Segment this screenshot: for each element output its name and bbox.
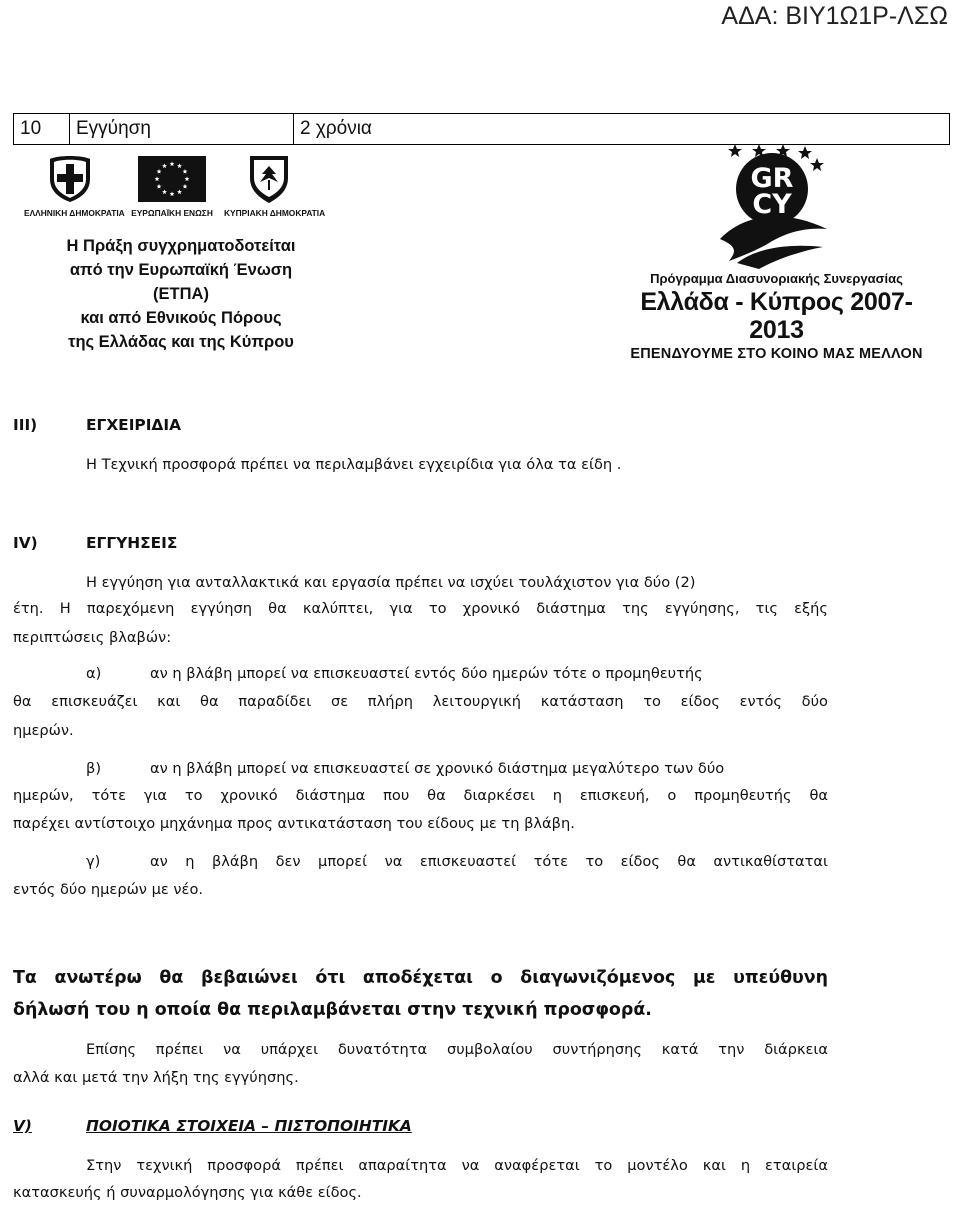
case-a-line: αν η βλάβη μπορεί να επισκευαστεί εντός δύο ημερών τότε ο προμηθευτής (150, 665, 703, 682)
grcy-cy-text: CY (752, 189, 792, 220)
section5-line: κατασκευής ή συναρμολόγησης για κάθε είδος. (13, 1184, 362, 1201)
section4-title: ΕΓΓΥΗΣΕΙΣ (86, 534, 178, 552)
section3-text: Η Τεχνική προσφορά πρέπει να περιλαμβάνει εγχειρίδια για όλα τα είδη . (86, 456, 622, 473)
ada-code: ΑΔΑ: ΒΙΥ1Ω1Ρ-ΛΣΩ (721, 2, 948, 30)
header-item: Εγγύηση (70, 114, 294, 145)
cofund-line: της Ελλάδας και της Κύπρου (68, 333, 294, 351)
warranty-intro-line: έτη. Η παρεχόμενη εγγύηση θα καλύπτει, για το χρονικό διάστημα της εγγύησης, τις εξής (13, 600, 828, 617)
case-b-line: αν η βλάβη μπορεί να επισκευαστεί σε χρονικό διάστημα μεγαλύτερο των δύο (150, 760, 725, 777)
programme-line1: Πρόγραμμα Διασυνοριακής Συνεργασίας (650, 271, 903, 286)
programme-line2: Ελλάδα - Κύπρος 2007-2013 (640, 288, 913, 344)
greece-caption: ΕΛΛΗΝΙΚΗ ΔΗΜΟΚΡΑΤΙΑ (24, 208, 125, 218)
section5-title: ΠΟΙΟΤΙΚΑ ΣΤΟΙΧΕΙΑ – ΠΙΣΤΟΠΟΙΗΤΙΚΑ (86, 1117, 412, 1135)
programme-line3: ΕΠΕΝΔΥΟΥΜΕ ΣΤΟ ΚΟΙΝΟ ΜΑΣ ΜΕΛΛΟΝ (630, 346, 923, 362)
case-c-line: αν η βλάβη δεν μπορεί να επισκευαστεί τότε το είδος θα αντικαθίσταται (150, 853, 828, 870)
warranty-intro-line: Η εγγύηση για ανταλλακτικά και εργασία πρέπει να ισχύει τουλάχιστον για δύο (2) (86, 574, 696, 591)
cofund-line: και από Εθνικούς Πόρους (80, 309, 282, 327)
grcy-gr-text: GR (750, 163, 794, 194)
warranty-intro-line: περιπτώσεις βλαβών: (13, 629, 172, 646)
maintenance-line: Επίσης πρέπει να υπάρχει δυνατότητα συμβολαίου συντήρησης κατά την διάρκεια (86, 1041, 828, 1058)
section3-number: III) (13, 416, 38, 434)
case-a-line: ημερών. (13, 722, 74, 739)
maintenance-line: αλλά και μετά την λήξη της εγγύησης. (13, 1069, 299, 1086)
header-num: 10 (14, 114, 70, 145)
cofund-line: από την Ευρωπαϊκή Ένωση (ΕΤΠΑ) (69, 261, 293, 303)
grcy-programme-logo (715, 143, 833, 271)
programme-block (615, 270, 938, 364)
header-table (13, 113, 950, 145)
header-value: 2 χρόνια (294, 114, 950, 145)
case-b-label: β) (86, 760, 102, 777)
cofunding-statement (46, 234, 316, 354)
declaration-line: Τα ανωτέρω θα βεβαιώνει ότι αποδέχεται ο διαγωνιζόμενος με υπεύθυνη (13, 968, 828, 988)
section5-number: V) (13, 1117, 32, 1135)
section4-number: IV) (13, 534, 38, 552)
case-a-line: θα επισκευάζει και θα παραδίδει σε πλήρη λειτουργική κατάσταση το είδος εντός δύο (13, 693, 828, 710)
eu-caption: ΕΥΡΩΠΑΪΚΗ ΕΝΩΣΗ (131, 208, 213, 218)
case-b-line: παρέχει αντίστοιχο μηχάνημα προς αντικατάσταση του είδους με τη βλάβη. (13, 815, 575, 832)
case-c-label: γ) (86, 853, 101, 870)
cyprus-emblem-icon (248, 152, 290, 204)
section3-title: ΕΓΧΕΙΡΙΔΙΑ (86, 416, 181, 434)
section5-line: Στην τεχνική προσφορά πρέπει απαραίτητα να αναφέρεται το μοντέλο και η εταιρεία (86, 1157, 828, 1174)
cyprus-caption: ΚΥΠΡΙΑΚΗ ΔΗΜΟΚΡΑΤΙΑ (224, 208, 326, 218)
case-b-line: ημερών, τότε για το χρονικό διάστημα που θα διαρκέσει η επισκευή, ο προμηθευτής θα (13, 787, 828, 804)
eu-flag-icon (138, 156, 206, 202)
case-c-line: εντός δύο ημερών με νέο. (13, 881, 204, 898)
declaration-line: δήλωσή του η οποία θα περιλαμβάνεται στην τεχνική προσφορά. (13, 1000, 652, 1020)
cofund-line: Η Πράξη συγχρηματοδοτείται (66, 237, 296, 255)
greece-emblem-icon (46, 153, 94, 203)
case-a-label: α) (86, 665, 102, 682)
